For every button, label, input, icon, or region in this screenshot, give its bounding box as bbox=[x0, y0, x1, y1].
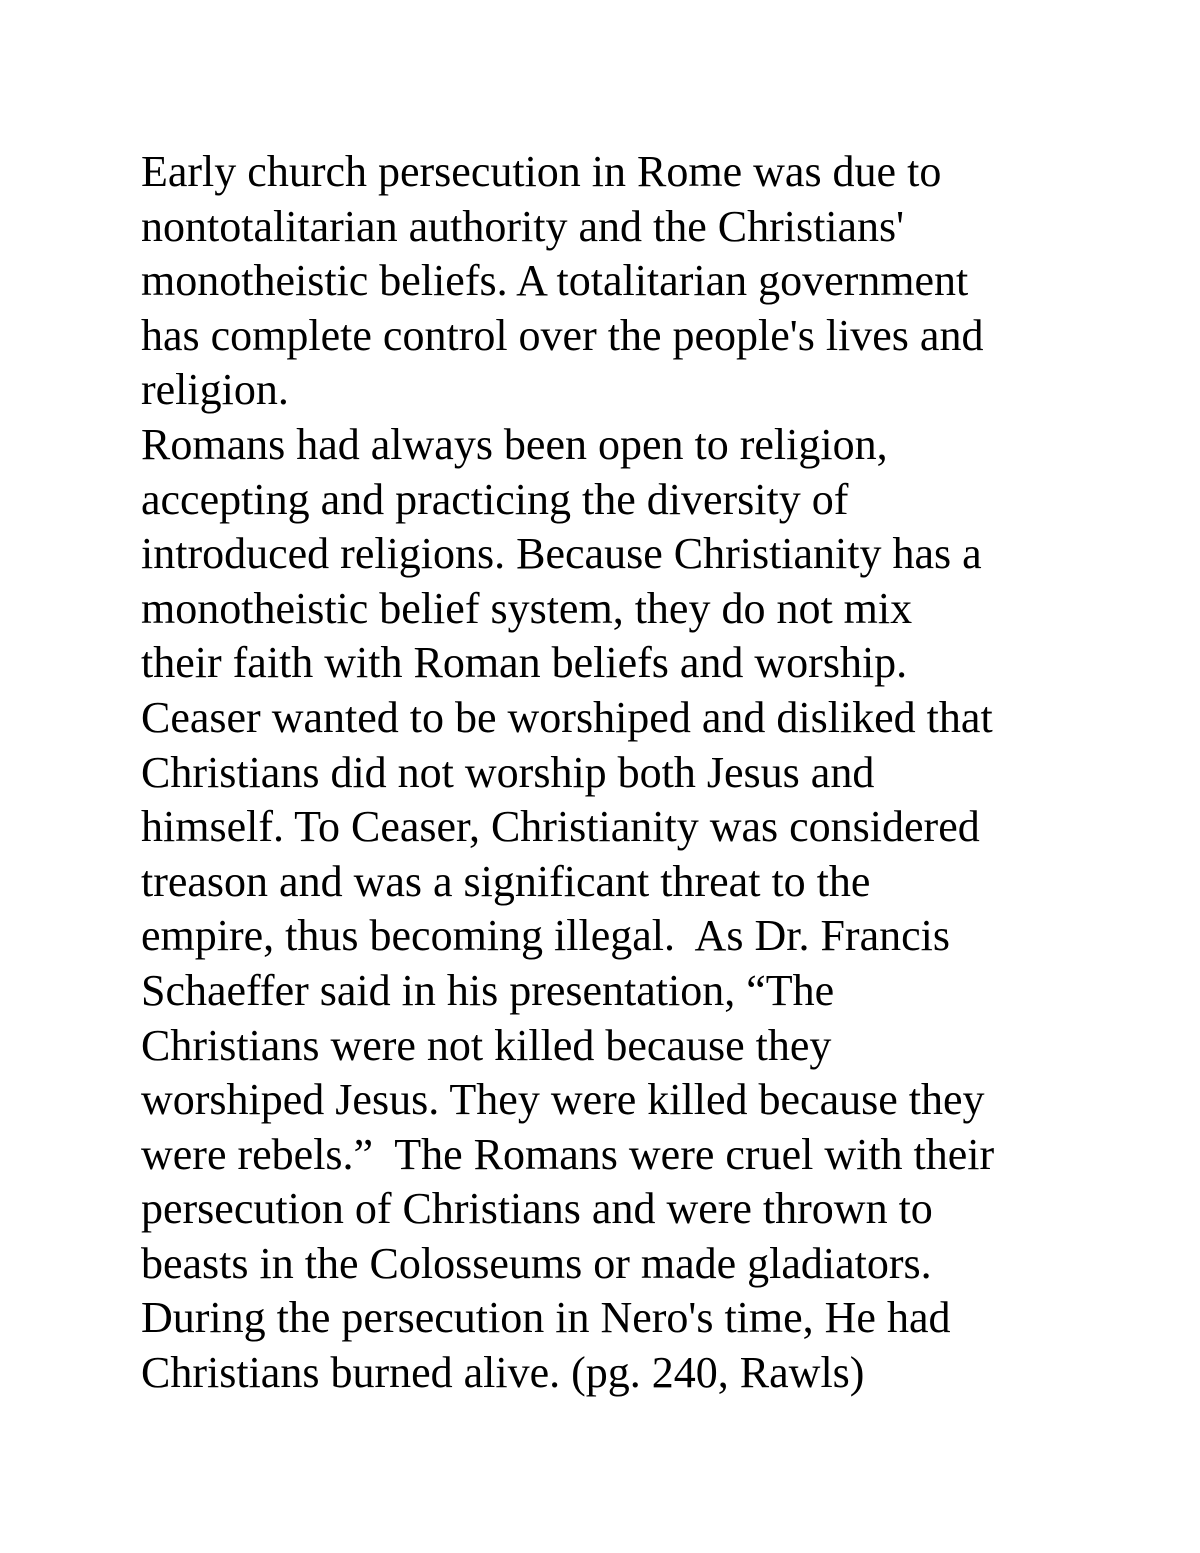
text-line: nontotalitarian authority and the Christians' bbox=[141, 201, 905, 251]
text-line: has complete control over the people's lives and bbox=[141, 310, 984, 360]
text-line: were rebels.” The Romans were cruel with their bbox=[141, 1129, 995, 1179]
body-text bbox=[141, 145, 1101, 1401]
text-line: Early church persecution in Rome was due to bbox=[141, 147, 942, 196]
text-line: religion. bbox=[141, 365, 289, 415]
text-line: Christians did not worship both Jesus and bbox=[141, 747, 875, 797]
text-line: Romans had always been open to religion, bbox=[141, 419, 888, 469]
text-line: Christians were not killed because they bbox=[141, 1020, 832, 1070]
text-line: Schaeffer said in his presentation, “The bbox=[141, 965, 835, 1015]
text-line: introduced religions. Because Christianity has a bbox=[141, 529, 982, 579]
text-line: Ceaser wanted to be worshiped and disliked that bbox=[141, 692, 993, 742]
text-line: treason and was a significant threat to the bbox=[141, 856, 871, 906]
text-line: monotheistic beliefs. A totalitarian government bbox=[141, 256, 969, 306]
text-line: beasts in the Colosseums or made gladiators. bbox=[141, 1238, 932, 1288]
text-line: monotheistic belief system, they do not mix bbox=[141, 583, 913, 633]
text-line: accepting and practicing the diversity of bbox=[141, 474, 849, 524]
text-line: Christians burned alive. (pg. 240, Rawls) bbox=[141, 1348, 865, 1398]
text-line: their faith with Roman beliefs and worship. bbox=[141, 638, 908, 688]
text-line: During the persecution in Nero's time, He had bbox=[141, 1293, 951, 1343]
text-line: persecution of Christians and were thrown to bbox=[141, 1184, 933, 1234]
text-line: himself. To Ceaser, Christianity was considered bbox=[141, 802, 980, 852]
text-line: worshiped Jesus. They were killed because they bbox=[141, 1075, 985, 1125]
text-line: empire, thus becoming illegal. As Dr. Francis bbox=[141, 911, 950, 961]
